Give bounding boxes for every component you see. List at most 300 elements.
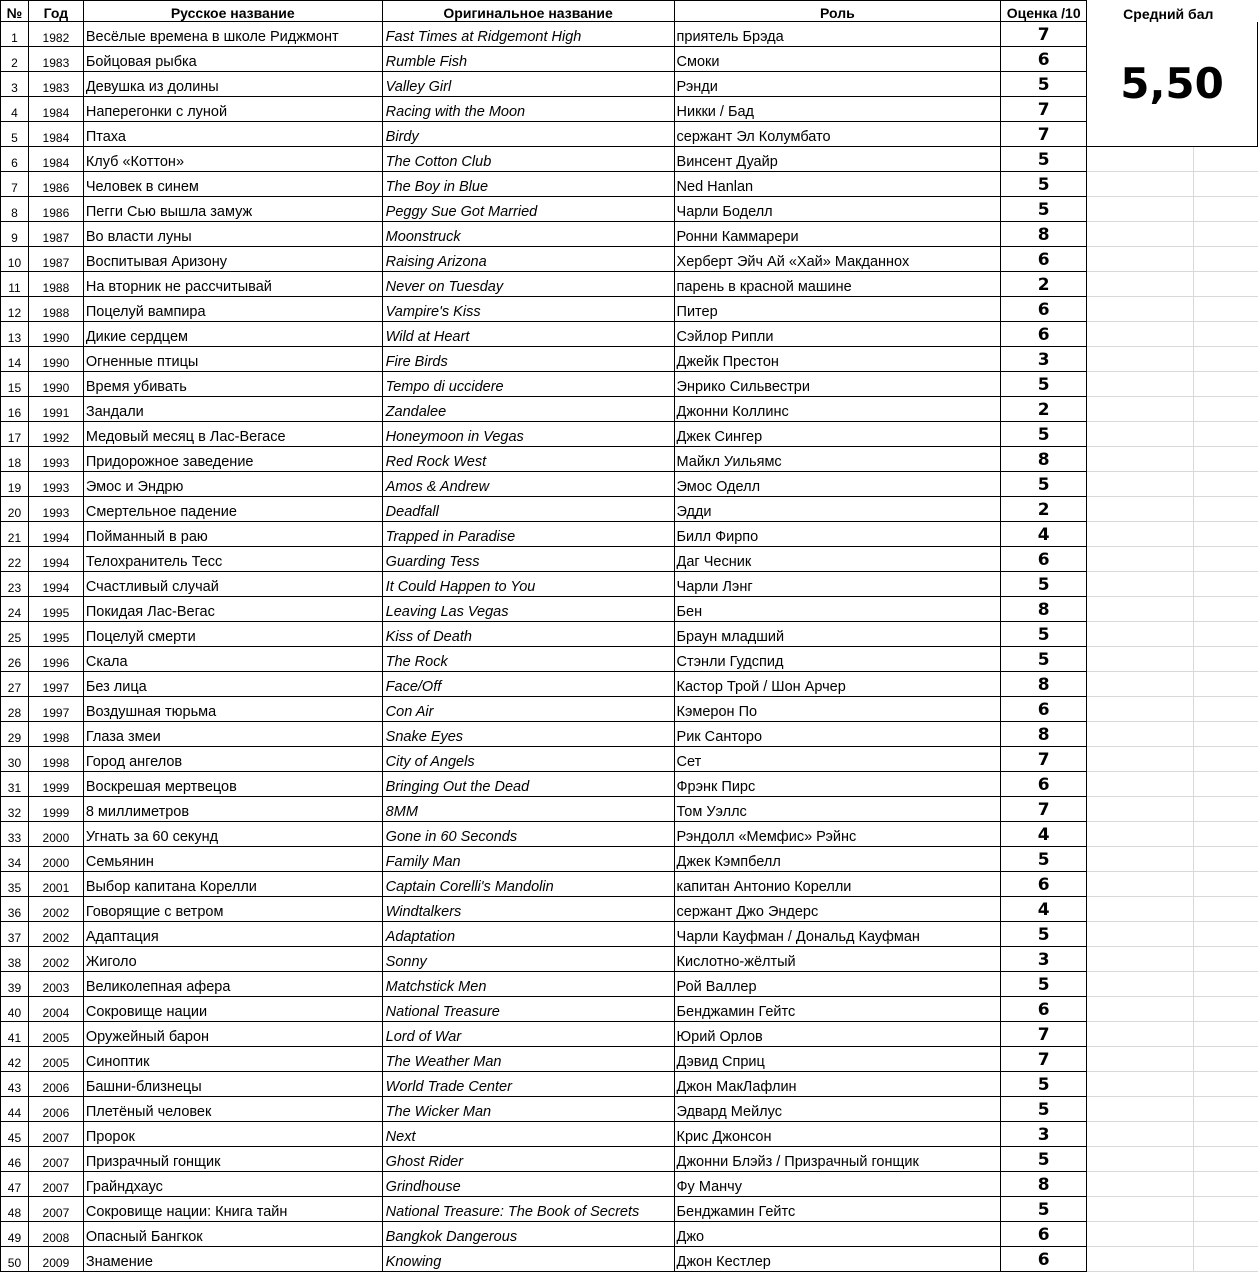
role-cell[interactable]: Чарли Кауфман / Дональд Кауфман [674, 922, 1001, 947]
year-cell[interactable]: 1999 [28, 797, 83, 822]
row-number-cell[interactable]: 44 [1, 1097, 29, 1122]
empty-cell[interactable] [1087, 522, 1194, 547]
original-title-cell[interactable]: Zandalee [382, 397, 674, 422]
russian-title-cell[interactable]: Пойманный в раю [83, 522, 382, 547]
score-cell[interactable]: 6 [1001, 772, 1087, 797]
original-title-cell[interactable]: Rumble Fish [382, 47, 674, 72]
role-cell[interactable]: Джонни Блэйз / Призрачный гонщик [674, 1147, 1001, 1172]
empty-cell[interactable] [1194, 897, 1258, 922]
year-cell[interactable]: 1999 [28, 772, 83, 797]
original-title-cell[interactable]: Con Air [382, 697, 674, 722]
row-number-cell[interactable]: 26 [1, 647, 29, 672]
score-cell[interactable]: 5 [1001, 1197, 1087, 1222]
empty-cell[interactable] [1087, 422, 1194, 447]
score-cell[interactable]: 7 [1001, 797, 1087, 822]
score-cell[interactable]: 6 [1001, 1247, 1087, 1272]
empty-cell[interactable] [1087, 247, 1194, 272]
row-number-cell[interactable]: 8 [1, 197, 29, 222]
russian-title-cell[interactable]: Смертельное падение [83, 497, 382, 522]
year-cell[interactable]: 2000 [28, 847, 83, 872]
russian-title-cell[interactable]: Воздушная тюрьма [83, 697, 382, 722]
score-cell[interactable]: 5 [1001, 372, 1087, 397]
row-number-cell[interactable]: 40 [1, 997, 29, 1022]
empty-cell[interactable] [1194, 1172, 1258, 1197]
empty-cell[interactable] [1194, 322, 1258, 347]
empty-cell[interactable] [1087, 572, 1194, 597]
score-cell[interactable]: 6 [1001, 547, 1087, 572]
empty-cell[interactable] [1194, 1097, 1258, 1122]
year-cell[interactable]: 2007 [28, 1172, 83, 1197]
header-average[interactable]: Средний бал [1087, 1, 1258, 22]
original-title-cell[interactable]: Sonny [382, 947, 674, 972]
original-title-cell[interactable]: Bangkok Dangerous [382, 1222, 674, 1247]
original-title-cell[interactable]: 8MM [382, 797, 674, 822]
russian-title-cell[interactable]: Придорожное заведение [83, 447, 382, 472]
year-cell[interactable]: 1986 [28, 197, 83, 222]
year-cell[interactable]: 1995 [28, 622, 83, 647]
empty-cell[interactable] [1194, 472, 1258, 497]
empty-cell[interactable] [1087, 1197, 1194, 1222]
original-title-cell[interactable]: National Treasure [382, 997, 674, 1022]
score-cell[interactable]: 5 [1001, 72, 1087, 97]
empty-cell[interactable] [1194, 222, 1258, 247]
row-number-cell[interactable]: 35 [1, 872, 29, 897]
year-cell[interactable]: 1983 [28, 72, 83, 97]
row-number-cell[interactable]: 31 [1, 772, 29, 797]
original-title-cell[interactable]: Ghost Rider [382, 1147, 674, 1172]
role-cell[interactable]: Херберт Эйч Ай «Хай» Макданнох [674, 247, 1001, 272]
original-title-cell[interactable]: The Boy in Blue [382, 172, 674, 197]
score-cell[interactable]: 5 [1001, 147, 1087, 172]
role-cell[interactable]: Кислотно-жёлтый [674, 947, 1001, 972]
row-number-cell[interactable]: 4 [1, 97, 29, 122]
russian-title-cell[interactable]: Сокровище нации [83, 997, 382, 1022]
empty-cell[interactable] [1194, 497, 1258, 522]
russian-title-cell[interactable]: Скала [83, 647, 382, 672]
empty-cell[interactable] [1194, 747, 1258, 772]
row-number-cell[interactable]: 25 [1, 622, 29, 647]
empty-cell[interactable] [1087, 497, 1194, 522]
year-cell[interactable]: 1982 [28, 22, 83, 47]
row-number-cell[interactable]: 19 [1, 472, 29, 497]
role-cell[interactable]: Рик Санторо [674, 722, 1001, 747]
original-title-cell[interactable]: Matchstick Men [382, 972, 674, 997]
row-number-cell[interactable]: 32 [1, 797, 29, 822]
row-number-cell[interactable]: 9 [1, 222, 29, 247]
year-cell[interactable]: 1983 [28, 47, 83, 72]
role-cell[interactable]: Чарли Боделл [674, 197, 1001, 222]
original-title-cell[interactable]: The Cotton Club [382, 147, 674, 172]
original-title-cell[interactable]: Tempo di uccidere [382, 372, 674, 397]
russian-title-cell[interactable]: Адаптация [83, 922, 382, 947]
score-cell[interactable]: 7 [1001, 1047, 1087, 1072]
role-cell[interactable]: Кастор Трой / Шон Арчер [674, 672, 1001, 697]
role-cell[interactable]: Бен [674, 597, 1001, 622]
russian-title-cell[interactable]: Оружейный барон [83, 1022, 382, 1047]
score-cell[interactable]: 6 [1001, 1222, 1087, 1247]
score-cell[interactable]: 2 [1001, 272, 1087, 297]
role-cell[interactable]: Юрий Орлов [674, 1022, 1001, 1047]
year-cell[interactable]: 1994 [28, 572, 83, 597]
russian-title-cell[interactable]: Город ангелов [83, 747, 382, 772]
russian-title-cell[interactable]: На вторник не рассчитывай [83, 272, 382, 297]
row-number-cell[interactable]: 11 [1, 272, 29, 297]
original-title-cell[interactable]: Peggy Sue Got Married [382, 197, 674, 222]
header-orig-title[interactable]: Оригинальное название [382, 1, 674, 22]
role-cell[interactable]: Винсент Дуайр [674, 147, 1001, 172]
role-cell[interactable]: Джейк Престон [674, 347, 1001, 372]
row-number-cell[interactable]: 37 [1, 922, 29, 947]
year-cell[interactable]: 1996 [28, 647, 83, 672]
empty-cell[interactable] [1087, 1122, 1194, 1147]
empty-cell[interactable] [1194, 1222, 1258, 1247]
original-title-cell[interactable]: Lord of War [382, 1022, 674, 1047]
empty-cell[interactable] [1087, 447, 1194, 472]
year-cell[interactable]: 2002 [28, 897, 83, 922]
original-title-cell[interactable]: Fast Times at Ridgemont High [382, 22, 674, 47]
year-cell[interactable]: 2001 [28, 872, 83, 897]
row-number-cell[interactable]: 21 [1, 522, 29, 547]
role-cell[interactable]: Энрико Сильвестри [674, 372, 1001, 397]
year-cell[interactable]: 2000 [28, 822, 83, 847]
empty-cell[interactable] [1087, 472, 1194, 497]
empty-cell[interactable] [1194, 847, 1258, 872]
original-title-cell[interactable]: Family Man [382, 847, 674, 872]
russian-title-cell[interactable]: Опасный Бангкок [83, 1222, 382, 1247]
year-cell[interactable]: 1993 [28, 472, 83, 497]
empty-cell[interactable] [1087, 622, 1194, 647]
empty-cell[interactable] [1087, 372, 1194, 397]
russian-title-cell[interactable]: Синоптик [83, 1047, 382, 1072]
score-cell[interactable]: 8 [1001, 672, 1087, 697]
empty-cell[interactable] [1087, 297, 1194, 322]
original-title-cell[interactable]: Face/Off [382, 672, 674, 697]
score-cell[interactable]: 4 [1001, 897, 1087, 922]
role-cell[interactable]: Рой Валлер [674, 972, 1001, 997]
empty-cell[interactable] [1194, 572, 1258, 597]
russian-title-cell[interactable]: Пророк [83, 1122, 382, 1147]
original-title-cell[interactable]: National Treasure: The Book of Secrets [382, 1197, 674, 1222]
russian-title-cell[interactable]: Покидая Лас-Вегас [83, 597, 382, 622]
empty-cell[interactable] [1194, 597, 1258, 622]
year-cell[interactable]: 1990 [28, 347, 83, 372]
original-title-cell[interactable]: Raising Arizona [382, 247, 674, 272]
row-number-cell[interactable]: 38 [1, 947, 29, 972]
row-number-cell[interactable]: 22 [1, 547, 29, 572]
average-score-cell[interactable]: 5,50 [1087, 22, 1258, 147]
row-number-cell[interactable]: 39 [1, 972, 29, 997]
empty-cell[interactable] [1087, 1097, 1194, 1122]
empty-cell[interactable] [1194, 947, 1258, 972]
score-cell[interactable]: 5 [1001, 647, 1087, 672]
original-title-cell[interactable]: Leaving Las Vegas [382, 597, 674, 622]
russian-title-cell[interactable]: Эмос и Эндрю [83, 472, 382, 497]
empty-cell[interactable] [1194, 1072, 1258, 1097]
empty-cell[interactable] [1194, 297, 1258, 322]
score-cell[interactable]: 8 [1001, 222, 1087, 247]
empty-cell[interactable] [1194, 522, 1258, 547]
row-number-cell[interactable]: 47 [1, 1172, 29, 1197]
empty-cell[interactable] [1087, 597, 1194, 622]
empty-cell[interactable] [1087, 897, 1194, 922]
score-cell[interactable]: 7 [1001, 1022, 1087, 1047]
role-cell[interactable]: Джек Кэмпбелл [674, 847, 1001, 872]
empty-cell[interactable] [1194, 772, 1258, 797]
original-title-cell[interactable]: Captain Corelli's Mandolin [382, 872, 674, 897]
year-cell[interactable]: 2002 [28, 922, 83, 947]
role-cell[interactable]: Питер [674, 297, 1001, 322]
year-cell[interactable]: 2006 [28, 1072, 83, 1097]
original-title-cell[interactable]: Guarding Tess [382, 547, 674, 572]
score-cell[interactable]: 3 [1001, 347, 1087, 372]
header-num[interactable]: № [1, 1, 29, 22]
score-cell[interactable]: 7 [1001, 122, 1087, 147]
empty-cell[interactable] [1087, 697, 1194, 722]
empty-cell[interactable] [1194, 672, 1258, 697]
row-number-cell[interactable]: 12 [1, 297, 29, 322]
russian-title-cell[interactable]: Плетёный человек [83, 1097, 382, 1122]
russian-title-cell[interactable]: Семьянин [83, 847, 382, 872]
original-title-cell[interactable]: It Could Happen to You [382, 572, 674, 597]
score-cell[interactable]: 6 [1001, 697, 1087, 722]
original-title-cell[interactable]: Trapped in Paradise [382, 522, 674, 547]
original-title-cell[interactable]: Red Rock West [382, 447, 674, 472]
role-cell[interactable]: Фу Манчу [674, 1172, 1001, 1197]
original-title-cell[interactable]: Fire Birds [382, 347, 674, 372]
russian-title-cell[interactable]: Время убивать [83, 372, 382, 397]
row-number-cell[interactable]: 43 [1, 1072, 29, 1097]
row-number-cell[interactable]: 17 [1, 422, 29, 447]
russian-title-cell[interactable]: Девушка из долины [83, 72, 382, 97]
year-cell[interactable]: 2005 [28, 1047, 83, 1072]
role-cell[interactable]: Смоки [674, 47, 1001, 72]
empty-cell[interactable] [1087, 997, 1194, 1022]
russian-title-cell[interactable]: Поцелуй вампира [83, 297, 382, 322]
russian-title-cell[interactable]: Во власти луны [83, 222, 382, 247]
role-cell[interactable]: Рэндолл «Мемфис» Рэйнс [674, 822, 1001, 847]
empty-cell[interactable] [1087, 272, 1194, 297]
original-title-cell[interactable]: Honeymoon in Vegas [382, 422, 674, 447]
russian-title-cell[interactable]: Сокровище нации: Книга тайн [83, 1197, 382, 1222]
year-cell[interactable]: 1984 [28, 122, 83, 147]
empty-cell[interactable] [1194, 372, 1258, 397]
empty-cell[interactable] [1087, 672, 1194, 697]
row-number-cell[interactable]: 34 [1, 847, 29, 872]
empty-cell[interactable] [1194, 1022, 1258, 1047]
empty-cell[interactable] [1194, 397, 1258, 422]
row-number-cell[interactable]: 27 [1, 672, 29, 697]
year-cell[interactable]: 1984 [28, 97, 83, 122]
row-number-cell[interactable]: 36 [1, 897, 29, 922]
role-cell[interactable]: Рэнди [674, 72, 1001, 97]
original-title-cell[interactable]: Racing with the Moon [382, 97, 674, 122]
empty-cell[interactable] [1194, 1197, 1258, 1222]
empty-cell[interactable] [1087, 972, 1194, 997]
russian-title-cell[interactable]: Глаза змеи [83, 722, 382, 747]
empty-cell[interactable] [1194, 1047, 1258, 1072]
russian-title-cell[interactable]: Башни-близнецы [83, 1072, 382, 1097]
empty-cell[interactable] [1087, 172, 1194, 197]
score-cell[interactable]: 7 [1001, 22, 1087, 47]
row-number-cell[interactable]: 42 [1, 1047, 29, 1072]
original-title-cell[interactable]: Next [382, 1122, 674, 1147]
role-cell[interactable]: Эдвард Мейлус [674, 1097, 1001, 1122]
row-number-cell[interactable]: 33 [1, 822, 29, 847]
russian-title-cell[interactable]: Медовый месяц в Лас-Вегасе [83, 422, 382, 447]
original-title-cell[interactable]: The Weather Man [382, 1047, 674, 1072]
row-number-cell[interactable]: 13 [1, 322, 29, 347]
empty-cell[interactable] [1087, 1172, 1194, 1197]
role-cell[interactable]: Сет [674, 747, 1001, 772]
role-cell[interactable]: сержант Джо Эндерс [674, 897, 1001, 922]
empty-cell[interactable] [1087, 772, 1194, 797]
header-score[interactable]: Оценка /10 [1001, 1, 1087, 22]
row-number-cell[interactable]: 23 [1, 572, 29, 597]
russian-title-cell[interactable]: Воскрешая мертвецов [83, 772, 382, 797]
year-cell[interactable]: 1991 [28, 397, 83, 422]
role-cell[interactable]: Браун младший [674, 622, 1001, 647]
empty-cell[interactable] [1087, 872, 1194, 897]
year-cell[interactable]: 1994 [28, 522, 83, 547]
original-title-cell[interactable]: Bringing Out the Dead [382, 772, 674, 797]
role-cell[interactable]: Джо [674, 1222, 1001, 1247]
score-cell[interactable]: 8 [1001, 1172, 1087, 1197]
year-cell[interactable]: 2003 [28, 972, 83, 997]
row-number-cell[interactable]: 20 [1, 497, 29, 522]
empty-cell[interactable] [1194, 722, 1258, 747]
row-number-cell[interactable]: 24 [1, 597, 29, 622]
empty-cell[interactable] [1087, 1147, 1194, 1172]
empty-cell[interactable] [1194, 622, 1258, 647]
russian-title-cell[interactable]: Призрачный гонщик [83, 1147, 382, 1172]
empty-cell[interactable] [1194, 797, 1258, 822]
score-cell[interactable]: 2 [1001, 497, 1087, 522]
original-title-cell[interactable]: Vampire's Kiss [382, 297, 674, 322]
empty-cell[interactable] [1087, 722, 1194, 747]
score-cell[interactable]: 5 [1001, 472, 1087, 497]
row-number-cell[interactable]: 18 [1, 447, 29, 472]
year-cell[interactable]: 1998 [28, 747, 83, 772]
row-number-cell[interactable]: 30 [1, 747, 29, 772]
row-number-cell[interactable]: 15 [1, 372, 29, 397]
russian-title-cell[interactable]: Воспитывая Аризону [83, 247, 382, 272]
role-cell[interactable]: Ned Hanlan [674, 172, 1001, 197]
role-cell[interactable]: Стэнли Гудспид [674, 647, 1001, 672]
empty-cell[interactable] [1194, 697, 1258, 722]
russian-title-cell[interactable]: Наперегонки с луной [83, 97, 382, 122]
role-cell[interactable]: Никки / Бад [674, 97, 1001, 122]
empty-cell[interactable] [1194, 172, 1258, 197]
russian-title-cell[interactable]: Человек в синем [83, 172, 382, 197]
year-cell[interactable]: 2002 [28, 947, 83, 972]
empty-cell[interactable] [1194, 647, 1258, 672]
header-role[interactable]: Роль [674, 1, 1001, 22]
original-title-cell[interactable]: Valley Girl [382, 72, 674, 97]
role-cell[interactable]: парень в красной машине [674, 272, 1001, 297]
score-cell[interactable]: 8 [1001, 597, 1087, 622]
score-cell[interactable]: 5 [1001, 1072, 1087, 1097]
score-cell[interactable]: 5 [1001, 422, 1087, 447]
score-cell[interactable]: 7 [1001, 747, 1087, 772]
original-title-cell[interactable]: City of Angels [382, 747, 674, 772]
role-cell[interactable]: Джон МакЛафлин [674, 1072, 1001, 1097]
year-cell[interactable]: 1990 [28, 372, 83, 397]
year-cell[interactable]: 1987 [28, 247, 83, 272]
empty-cell[interactable] [1087, 1247, 1194, 1272]
empty-cell[interactable] [1087, 747, 1194, 772]
row-number-cell[interactable]: 6 [1, 147, 29, 172]
russian-title-cell[interactable]: Дикие сердцем [83, 322, 382, 347]
score-cell[interactable]: 5 [1001, 572, 1087, 597]
row-number-cell[interactable]: 1 [1, 22, 29, 47]
role-cell[interactable]: капитан Антонио Корелли [674, 872, 1001, 897]
russian-title-cell[interactable]: Телохранитель Тесс [83, 547, 382, 572]
original-title-cell[interactable]: Deadfall [382, 497, 674, 522]
empty-cell[interactable] [1087, 1072, 1194, 1097]
role-cell[interactable]: Джонни Коллинс [674, 397, 1001, 422]
empty-cell[interactable] [1194, 822, 1258, 847]
original-title-cell[interactable]: Adaptation [382, 922, 674, 947]
empty-cell[interactable] [1087, 847, 1194, 872]
row-number-cell[interactable]: 3 [1, 72, 29, 97]
score-cell[interactable]: 5 [1001, 1097, 1087, 1122]
role-cell[interactable]: Том Уэллс [674, 797, 1001, 822]
score-cell[interactable]: 6 [1001, 322, 1087, 347]
empty-cell[interactable] [1087, 222, 1194, 247]
empty-cell[interactable] [1087, 822, 1194, 847]
score-cell[interactable]: 5 [1001, 1147, 1087, 1172]
russian-title-cell[interactable]: Зандали [83, 397, 382, 422]
score-cell[interactable]: 6 [1001, 297, 1087, 322]
score-cell[interactable]: 6 [1001, 247, 1087, 272]
year-cell[interactable]: 1988 [28, 297, 83, 322]
role-cell[interactable]: Дэвид Сприц [674, 1047, 1001, 1072]
year-cell[interactable]: 1987 [28, 222, 83, 247]
russian-title-cell[interactable]: Знамение [83, 1247, 382, 1272]
role-cell[interactable]: Ронни Каммарери [674, 222, 1001, 247]
row-number-cell[interactable]: 5 [1, 122, 29, 147]
russian-title-cell[interactable]: Говорящие с ветром [83, 897, 382, 922]
role-cell[interactable]: Эмос Оделл [674, 472, 1001, 497]
score-cell[interactable]: 5 [1001, 622, 1087, 647]
row-number-cell[interactable]: 50 [1, 1247, 29, 1272]
year-cell[interactable]: 1995 [28, 597, 83, 622]
row-number-cell[interactable]: 29 [1, 722, 29, 747]
original-title-cell[interactable]: The Wicker Man [382, 1097, 674, 1122]
row-number-cell[interactable]: 45 [1, 1122, 29, 1147]
role-cell[interactable]: Сэйлор Рипли [674, 322, 1001, 347]
russian-title-cell[interactable]: Пегги Сью вышла замуж [83, 197, 382, 222]
original-title-cell[interactable]: Moonstruck [382, 222, 674, 247]
empty-cell[interactable] [1087, 1047, 1194, 1072]
row-number-cell[interactable]: 46 [1, 1147, 29, 1172]
row-number-cell[interactable]: 14 [1, 347, 29, 372]
row-number-cell[interactable]: 28 [1, 697, 29, 722]
empty-cell[interactable] [1087, 947, 1194, 972]
role-cell[interactable]: Кэмерон По [674, 697, 1001, 722]
year-cell[interactable]: 2007 [28, 1122, 83, 1147]
year-cell[interactable]: 1993 [28, 497, 83, 522]
original-title-cell[interactable]: Knowing [382, 1247, 674, 1272]
score-cell[interactable]: 4 [1001, 522, 1087, 547]
row-number-cell[interactable]: 48 [1, 1197, 29, 1222]
role-cell[interactable]: Эдди [674, 497, 1001, 522]
russian-title-cell[interactable]: Огненные птицы [83, 347, 382, 372]
empty-cell[interactable] [1194, 422, 1258, 447]
original-title-cell[interactable]: Windtalkers [382, 897, 674, 922]
role-cell[interactable]: Крис Джонсон [674, 1122, 1001, 1147]
score-cell[interactable]: 8 [1001, 722, 1087, 747]
